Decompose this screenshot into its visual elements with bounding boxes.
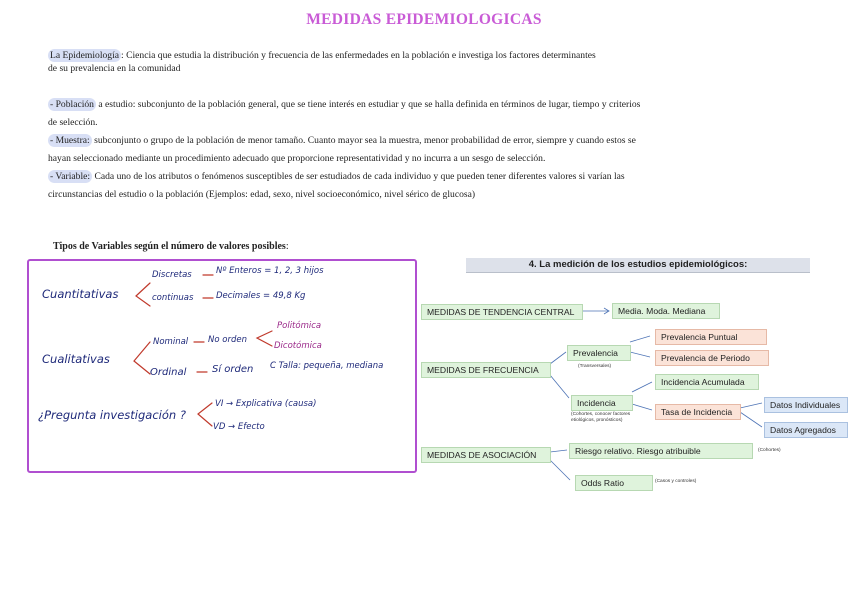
hw-nominal: Nominal bbox=[153, 337, 189, 347]
hw-discretas-example: Nº Enteros = 1, 2, 3 hijos bbox=[216, 266, 324, 276]
arrow-tasa bbox=[632, 404, 652, 410]
pregunta-bracket bbox=[198, 403, 212, 426]
hw-vd: VD → Efecto bbox=[213, 422, 265, 432]
tipos-heading-colon: : bbox=[285, 241, 289, 252]
hw-discretas: Discretas bbox=[152, 270, 192, 280]
hw-pregunta: ¿Pregunta investigación ? bbox=[38, 408, 186, 422]
box-asociacion: MEDIDAS DE ASOCIACIÓN bbox=[421, 447, 551, 463]
box-odds-ratio: Odds Ratio bbox=[575, 475, 653, 491]
hw-dicotomica: Dicotómica bbox=[274, 341, 322, 351]
poblacion-def: a estudio: subconjunto de la población general, que se tiene interés en estudiar y que se halla definida en términos de lugar, tiempo y criterios bbox=[98, 99, 641, 110]
hw-continuas-example: Decimales = 49,8 Kg bbox=[216, 291, 306, 301]
hw-si-orden: Sí orden bbox=[212, 364, 254, 375]
box-incidencia-acumulada: Incidencia Acumulada bbox=[655, 374, 759, 390]
arrow-riesgo bbox=[550, 450, 567, 452]
muestra-def: subconjunto o grupo de la población de menor tamaño. Cuanto mayor sea la muestra, menor probabilidad de error, siempre y cuando estos se bbox=[94, 135, 636, 146]
muestra-def-cont: hayan seleccionado mediante un procedimiento adecuado que proporcione representatividad y no incurra a un sesgo de selección. bbox=[48, 153, 546, 164]
box-incidencia: Incidencia bbox=[571, 395, 633, 411]
poblacion-def-cont: de selección. bbox=[48, 117, 98, 128]
variable-def-cont: circunstancias del estudio o la población (Ejemplos: edad, sexo, nivel socioeconómico, nivel sérico de glucosa) bbox=[48, 189, 476, 200]
epidemiologia-term: La Epidemiología bbox=[50, 50, 120, 61]
nominal-bracket bbox=[257, 331, 272, 346]
arrow-inc-acumulada bbox=[632, 382, 652, 392]
box-tendencia-central: MEDIDAS DE TENDENCIA CENTRAL bbox=[421, 304, 583, 320]
arrow-incidencia bbox=[550, 375, 569, 398]
hw-cualitativas: Cualitativas bbox=[42, 352, 110, 366]
variable-term: - Variable: bbox=[50, 171, 91, 182]
note-cohortes-line1: (Cohortes, conocer factores bbox=[571, 412, 631, 417]
box-prevalencia-periodo: Prevalencia de Periodo bbox=[655, 350, 769, 366]
arrow-datos-agregados bbox=[740, 412, 762, 427]
arrow-odds bbox=[550, 460, 570, 480]
note-cohortes-line2: etiológicos, pronósticos) bbox=[571, 418, 623, 423]
box-riesgo: Riesgo relativo. Riesgo atribuible bbox=[569, 443, 753, 459]
note-riesgo-cohortes: (Cohortes) bbox=[758, 448, 781, 453]
hw-talla: C Talla: pequeña, mediana bbox=[270, 361, 384, 371]
note-cohortes bbox=[571, 412, 630, 424]
hw-continuas: continuas bbox=[152, 293, 194, 303]
note-transversales: (Transversales) bbox=[578, 364, 612, 369]
note-casos-controles: (Casos y controles) bbox=[655, 479, 697, 484]
poblacion-term: - Población bbox=[50, 99, 94, 110]
cualitativas-bracket bbox=[134, 342, 150, 374]
arrow-prevalencia bbox=[550, 352, 566, 364]
epidemiologia-def: : Ciencia que estudia la distribución y frecuencia de las enfermedades en la población e investiga los factores determinantes bbox=[121, 50, 596, 61]
box-tasa-incidencia: Tasa de Incidencia bbox=[655, 404, 741, 420]
diagram-title: 4. La medición de los estudios epidemiológicos: bbox=[466, 258, 810, 273]
hw-cuantitativas: Cuantitativas bbox=[42, 287, 119, 301]
box-prevalencia-puntual: Prevalencia Puntual bbox=[655, 329, 767, 345]
arrow-prev-puntual bbox=[630, 336, 650, 342]
hw-vi: VI → Explicativa (causa) bbox=[215, 399, 317, 409]
hw-ordinal: Ordinal bbox=[150, 367, 187, 378]
cuantitativas-bracket bbox=[136, 283, 150, 306]
variable-def: Cada uno de los atributos o fenómenos susceptibles de ser estudiados de cada individuo y que pueden tener diferentes valores si varían las bbox=[94, 171, 625, 182]
arrow-datos-individuales bbox=[740, 403, 762, 408]
page-title: MEDIDAS EPIDEMIOLOGICAS bbox=[306, 11, 542, 28]
box-datos-individuales: Datos Individuales bbox=[764, 397, 848, 413]
box-prevalencia: Prevalencia bbox=[567, 345, 631, 361]
box-datos-agregados: Datos Agregados bbox=[764, 422, 848, 438]
box-frecuencia: MEDIDAS DE FRECUENCIA bbox=[421, 362, 551, 378]
muestra-term: - Muestra: bbox=[50, 135, 90, 146]
hw-politomica: Politómica bbox=[277, 321, 322, 331]
tipos-heading-bold: Tipos de Variables según el número de valores posibles bbox=[53, 241, 286, 252]
hw-no-orden: No orden bbox=[208, 335, 247, 345]
arrow-prev-periodo bbox=[630, 352, 650, 357]
epidemiologia-def-cont: de su prevalencia en la comunidad bbox=[48, 63, 181, 74]
box-media-moda-mediana: Media. Moda. Mediana bbox=[612, 303, 720, 319]
